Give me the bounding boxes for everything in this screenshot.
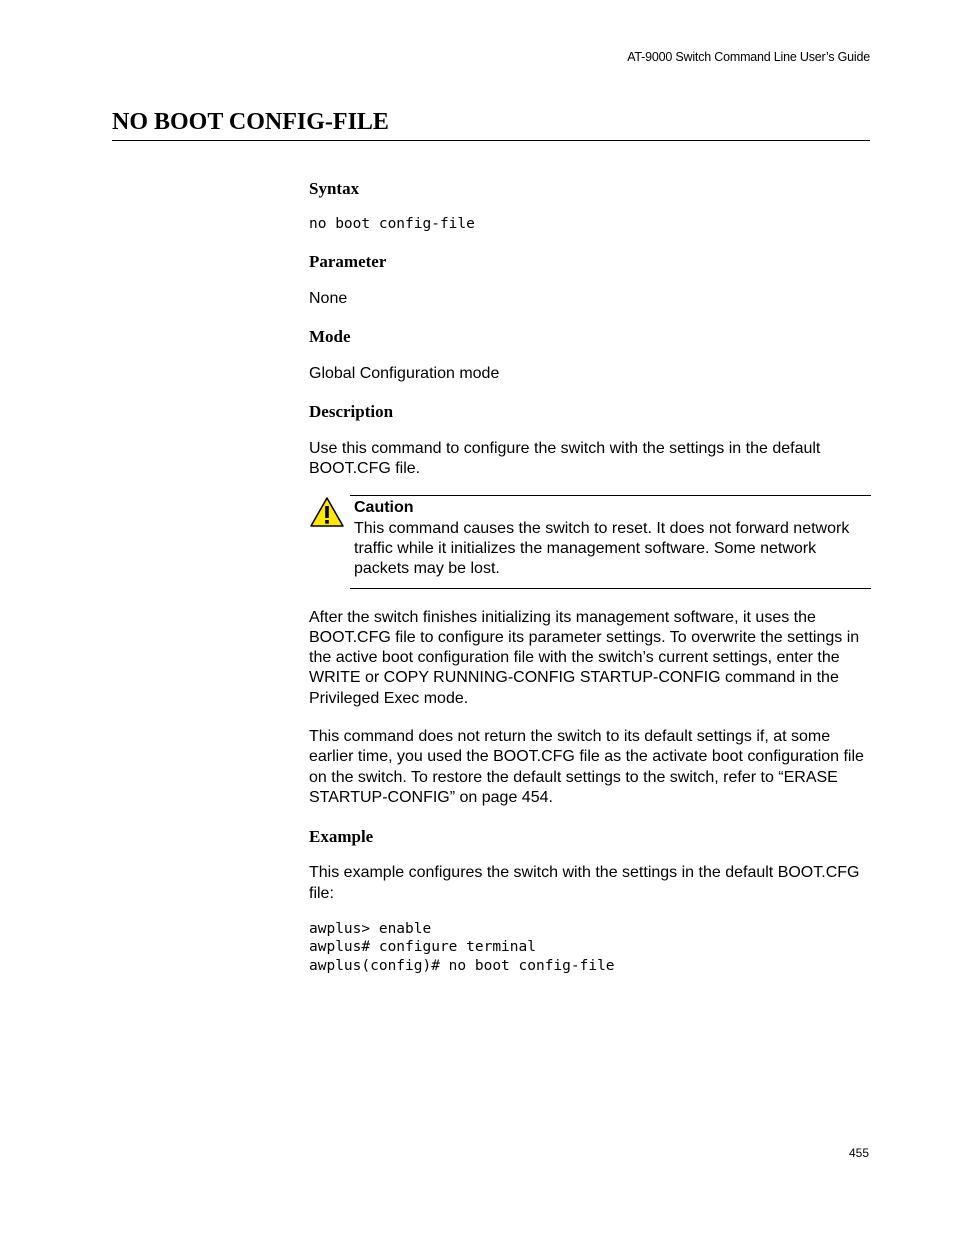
mode-text: Global Configuration mode <box>309 364 500 382</box>
running-header: AT-9000 Switch Command Line User’s Guide <box>627 50 870 64</box>
description-heading: Description <box>309 402 394 422</box>
description-para-3: This command does not return the switch to its default settings if, at some earlier time, you used the BOOT.CFG file as the activate boot configuration file on the switch. To restore the default settings to the switch, refer to “ERASE STARTUP-CONFIG” on page 454. <box>309 728 864 806</box>
example-code-block <box>309 920 871 976</box>
example-code-line: awplus> enable <box>309 920 432 937</box>
caution-rule-bottom <box>350 588 871 589</box>
description-para-2: After the switch finishes initializing its management software, it uses the BOOT.CFG file to configure its parameter settings. To overwrite the settings in the active boot configuration file with the switch’s current settings, enter the WRITE or COPY RUNNING-CONFIG STARTUP-CONFIG command in the Privileged Exec mode. <box>309 608 860 707</box>
syntax-heading: Syntax <box>309 179 360 198</box>
body-content <box>309 178 871 975</box>
mode-heading: Mode <box>309 326 351 346</box>
example-code-line: awplus(config)# no boot config-file <box>309 957 615 974</box>
page-number: 455 <box>848 1146 869 1160</box>
parameter-text: None <box>309 289 348 307</box>
page-title: NO BOOT CONFIG-FILE <box>112 109 389 135</box>
caution-text: This command causes the switch to reset. It does not forward network traffic while it initializes the management software. Some network packets may be lost. <box>354 519 850 578</box>
example-text: This example configures the switch with the settings in the default BOOT.CFG file: <box>309 864 860 902</box>
title-rule <box>112 140 870 141</box>
example-code-line: awplus# configure terminal <box>309 939 536 956</box>
parameter-heading: Parameter <box>309 251 387 271</box>
caution-title: Caution <box>354 498 414 516</box>
example-heading: Example <box>309 827 374 847</box>
description-text: Use this command to configure the switch with the settings in the default BOOT.CFG file. <box>309 440 821 478</box>
syntax-code: no boot config-file <box>309 216 475 232</box>
warning-triangle-icon <box>309 496 345 528</box>
caution-box <box>309 495 871 589</box>
